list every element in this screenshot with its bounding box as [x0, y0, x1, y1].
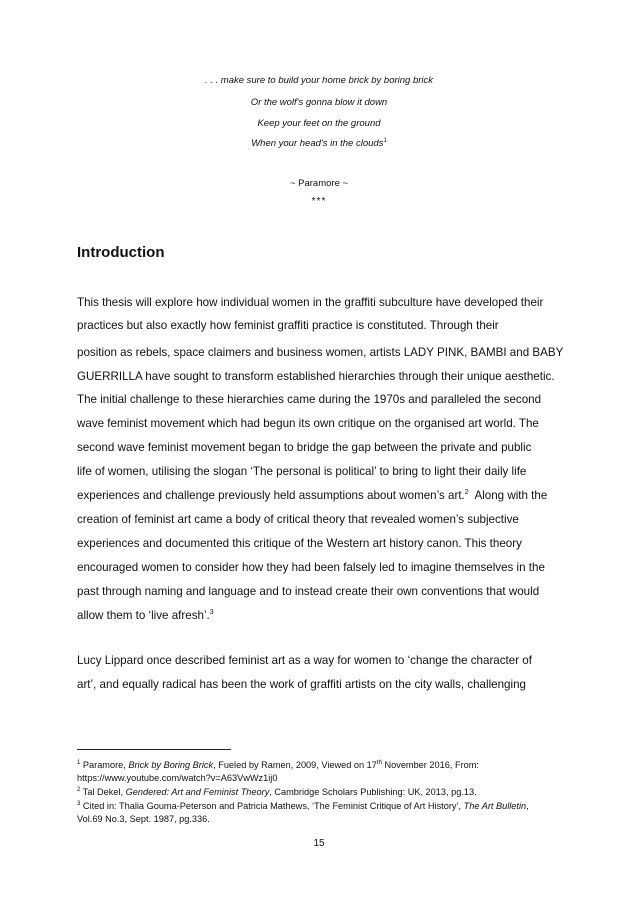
epigraph-line — [0, 97, 638, 109]
body-line: The initial challenge to these hierarchies came during the 1970s and paralleled the second — [77, 393, 542, 406]
footnote-divider — [77, 749, 231, 750]
body-line: past through naming and language and to instead create their own conventions that would — [77, 585, 540, 598]
footnote-number: 1 — [77, 759, 81, 766]
epigraph-text: Or the wolf's gonna blow it down — [250, 97, 388, 108]
epigraph-attribution: ~ Paramore ~ — [289, 178, 349, 189]
epigraph-text: When your head's in the clouds — [251, 138, 384, 149]
footnote-number: 2 — [77, 786, 81, 793]
page-number: 15 — [313, 838, 325, 849]
footnote-1-url[interactable]: https://www.youtube.com/watch?v=A63VwWz1ij0 — [77, 773, 278, 783]
body-line: GUERRILLA have sought to transform established hierarchies through their unique aesthetic. — [77, 370, 555, 383]
footnote-3 — [77, 800, 529, 812]
epigraph-line — [0, 75, 638, 87]
epigraph-text: . . . make sure to build your home brick by boring brick — [204, 75, 434, 86]
footnote-2 — [77, 786, 477, 798]
body-text: experiences and challenge previously held assumptions about women’s art. — [77, 489, 465, 502]
body-text: allow them to ‘live afresh’. — [77, 609, 210, 622]
epigraph-line — [0, 138, 638, 150]
footnote-1 — [77, 759, 479, 771]
body-line — [77, 609, 214, 623]
footnote-text: Tal Dekel, — [80, 787, 126, 797]
footnote-title: The Art Bulletin — [463, 801, 527, 811]
footnote-text: , Cambridge Scholars Publishing: UK, 2013, pg.13. — [269, 787, 477, 797]
footnote-text: , — [526, 801, 529, 811]
footnote-text: November 2016, From: — [381, 760, 479, 770]
footnote-reference[interactable]: 2 — [464, 489, 469, 497]
body-line: position as rebels, space claimers and business women, artists LADY PINK, BAMBI and BABY — [77, 346, 564, 359]
body-line: creation of feminist art came a body of critical theory that revealed women’s subjective — [77, 513, 519, 526]
section-heading: Introduction — [77, 244, 165, 261]
ordinal-suffix: th — [376, 759, 382, 766]
body-line: art’, and equally radical has been the work of graffiti artists on the city walls, challenging — [77, 678, 526, 691]
body-line: second wave feminist movement began to bridge the gap between the private and public — [77, 441, 532, 454]
footnote-reference[interactable]: 3 — [209, 609, 214, 617]
footnote-title: Gendered: Art and Feminist Theory — [125, 787, 270, 797]
footnote-title: Brick by Boring Brick — [128, 760, 214, 770]
footnote-text: , Fueled by Ramen, 2009, Viewed on 17 — [213, 760, 377, 770]
footnote-text: Paramore, — [80, 760, 129, 770]
footnote-number: 3 — [77, 800, 81, 807]
body-line: experiences and documented this critique of the Western art history canon. This theory — [77, 537, 522, 550]
footnote-reference[interactable]: 1 — [383, 137, 387, 144]
footnote-3-continued: Vol.69 No.3, Sept. 1987, pg.336. — [77, 814, 210, 824]
body-line: wave feminist movement which had begun its own critique on the organised art world. The — [77, 417, 539, 430]
body-line — [77, 489, 547, 503]
body-line: This thesis will explore how individual women in the graffiti subculture have developed their — [77, 296, 544, 309]
section-separator: *** — [311, 196, 327, 207]
epigraph-text: Keep your feet on the ground — [257, 118, 381, 129]
body-line: encouraged women to consider how they had been falsely led to imagine themselves in the — [77, 561, 545, 574]
epigraph-line — [0, 118, 638, 130]
footnote-text: Cited in: Thalia Gouma-Peterson and Patricia Mathews, ‘The Feminist Critique of Art History’, — [80, 801, 464, 811]
body-line: Lucy Lippard once described feminist art as a way for women to ‘change the character of — [77, 654, 532, 667]
body-text: Along with the — [468, 489, 548, 502]
body-line: life of women, utilising the slogan ‘The personal is political’ to bring to light their daily life — [77, 465, 527, 478]
body-line: practices but also exactly how feminist graffiti practice is constituted. Through their — [77, 319, 499, 332]
